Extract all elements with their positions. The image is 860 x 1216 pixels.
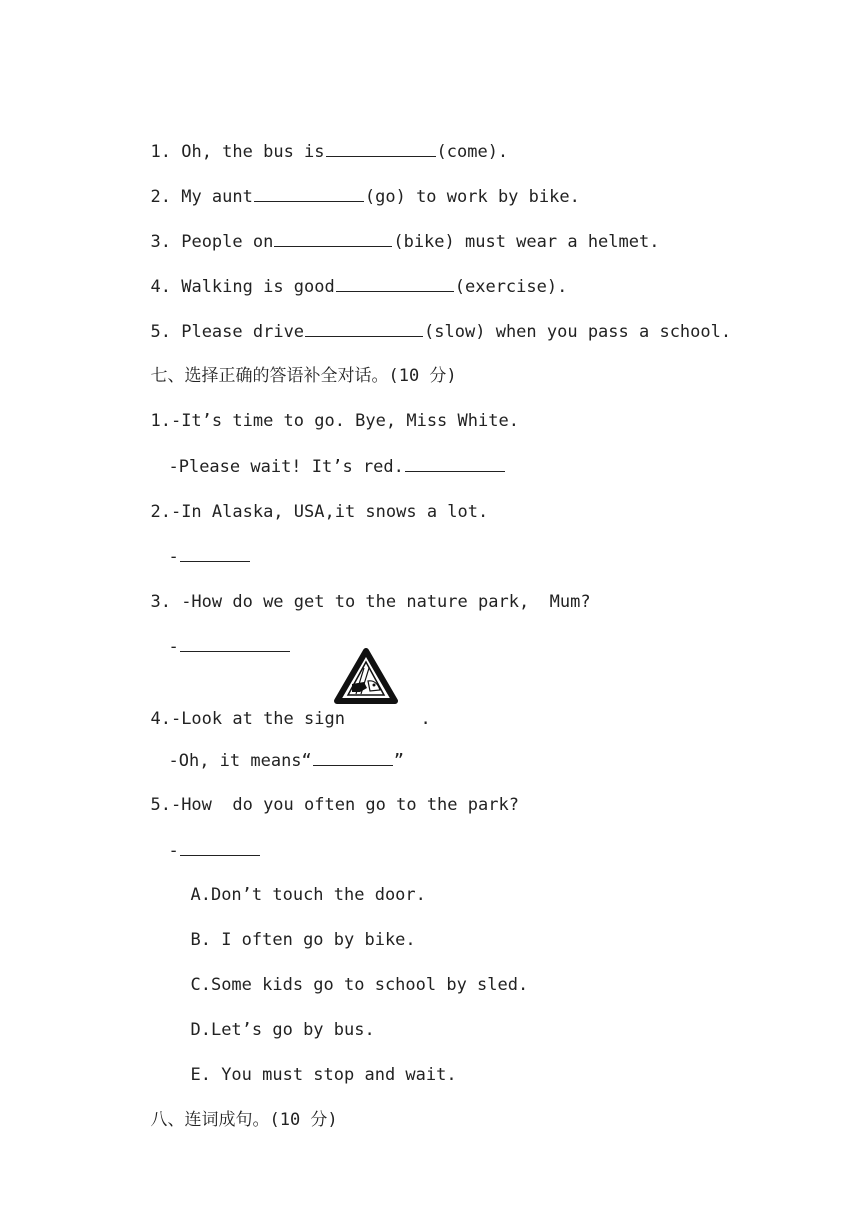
option-b	[170, 904, 416, 950]
option-e	[170, 1039, 457, 1085]
dialogue-3-line-1	[130, 566, 591, 612]
item-text-after: when you pass a school.	[485, 322, 732, 342]
answer-blank[interactable]	[180, 838, 260, 856]
word-hint: (come).	[436, 142, 509, 162]
fill-item-5	[130, 295, 732, 342]
dialogue-2-line-2	[148, 520, 251, 567]
option-text: E. You must stop and wait.	[190, 1065, 457, 1085]
closing-quote: ”	[393, 751, 405, 771]
dialogue-dash: -	[168, 841, 179, 861]
item-text: Oh, the bus is	[181, 142, 325, 162]
item-text: Walking is good	[181, 277, 335, 297]
dialogue-text: -Oh, it means“	[168, 751, 312, 771]
answer-blank[interactable]	[336, 274, 454, 292]
section-title: 七、选择正确的答语补全对话。(10 分)	[150, 366, 457, 386]
section-title: 八、连词成句。(10 分)	[150, 1110, 338, 1130]
option-a	[170, 859, 426, 905]
dialogue-1-line-2	[148, 430, 506, 477]
dialogue-text: -Please wait! It’s red.	[168, 457, 404, 477]
item-number: 5.	[150, 322, 171, 342]
item-number: 1.	[150, 142, 171, 162]
period: .	[420, 709, 431, 729]
dialogue-dash: -	[168, 637, 179, 657]
dialogue-text: 1.-It’s time to go. Bye, Miss White.	[150, 411, 519, 431]
sign-graphic	[334, 648, 398, 704]
answer-blank[interactable]	[180, 634, 290, 652]
option-text: D.Let’s go by bus.	[190, 1020, 375, 1040]
answer-blank[interactable]	[405, 454, 505, 472]
dialogue-5-line-1	[130, 769, 519, 815]
pedestrian-crossing-warning-sign-icon	[334, 648, 398, 704]
dialogue-dash: -	[168, 547, 179, 567]
dialogue-3-line-2	[148, 610, 291, 657]
option-text: B. I often go by bike.	[190, 930, 416, 950]
dialogue-text: 5.-How do you often go to the park?	[150, 795, 519, 815]
answer-blank[interactable]	[313, 748, 393, 766]
section-heading-7	[130, 340, 457, 386]
answer-blank[interactable]	[254, 184, 364, 202]
word-hint: (go)	[364, 187, 406, 207]
dialogue-text: 3. -How do we get to the nature park, Mum?	[150, 592, 591, 612]
item-text: People on	[181, 232, 274, 252]
item-number: 2.	[150, 187, 171, 207]
word-hint: (slow)	[424, 322, 486, 342]
option-c	[170, 949, 529, 995]
item-text: Please drive	[181, 322, 305, 342]
dialogue-text: 4.-Look at the sign	[150, 709, 345, 729]
dialogue-4-line-2	[148, 724, 405, 771]
option-text: A.Don’t touch the door.	[190, 885, 426, 905]
dialogue-4-end	[400, 683, 431, 729]
answer-blank[interactable]	[305, 319, 423, 337]
section-heading-8	[130, 1084, 338, 1130]
word-hint: (exercise).	[454, 277, 568, 297]
item-text-after: must wear a helmet.	[454, 232, 660, 252]
fill-item-3	[130, 205, 660, 252]
option-text: C.Some kids go to school by sled.	[190, 975, 529, 995]
option-d	[170, 994, 375, 1040]
fill-item-1	[130, 115, 509, 162]
dialogue-5-line-2	[148, 814, 261, 861]
answer-blank[interactable]	[326, 139, 436, 157]
answer-blank[interactable]	[274, 229, 392, 247]
item-number: 3.	[150, 232, 171, 252]
fill-item-2	[130, 160, 580, 207]
item-text: My aunt	[181, 187, 253, 207]
dialogue-text: 2.-In Alaska, USA,it snows a lot.	[150, 502, 489, 522]
item-number: 4.	[150, 277, 171, 297]
dialogue-2-line-1	[130, 476, 489, 522]
word-hint: (bike)	[393, 232, 455, 252]
dialogue-4-line-1	[130, 683, 345, 729]
item-text-after: to work by bike.	[405, 187, 580, 207]
dialogue-1-line-1	[130, 385, 519, 431]
answer-blank[interactable]	[180, 544, 250, 562]
fill-item-4	[130, 250, 568, 297]
